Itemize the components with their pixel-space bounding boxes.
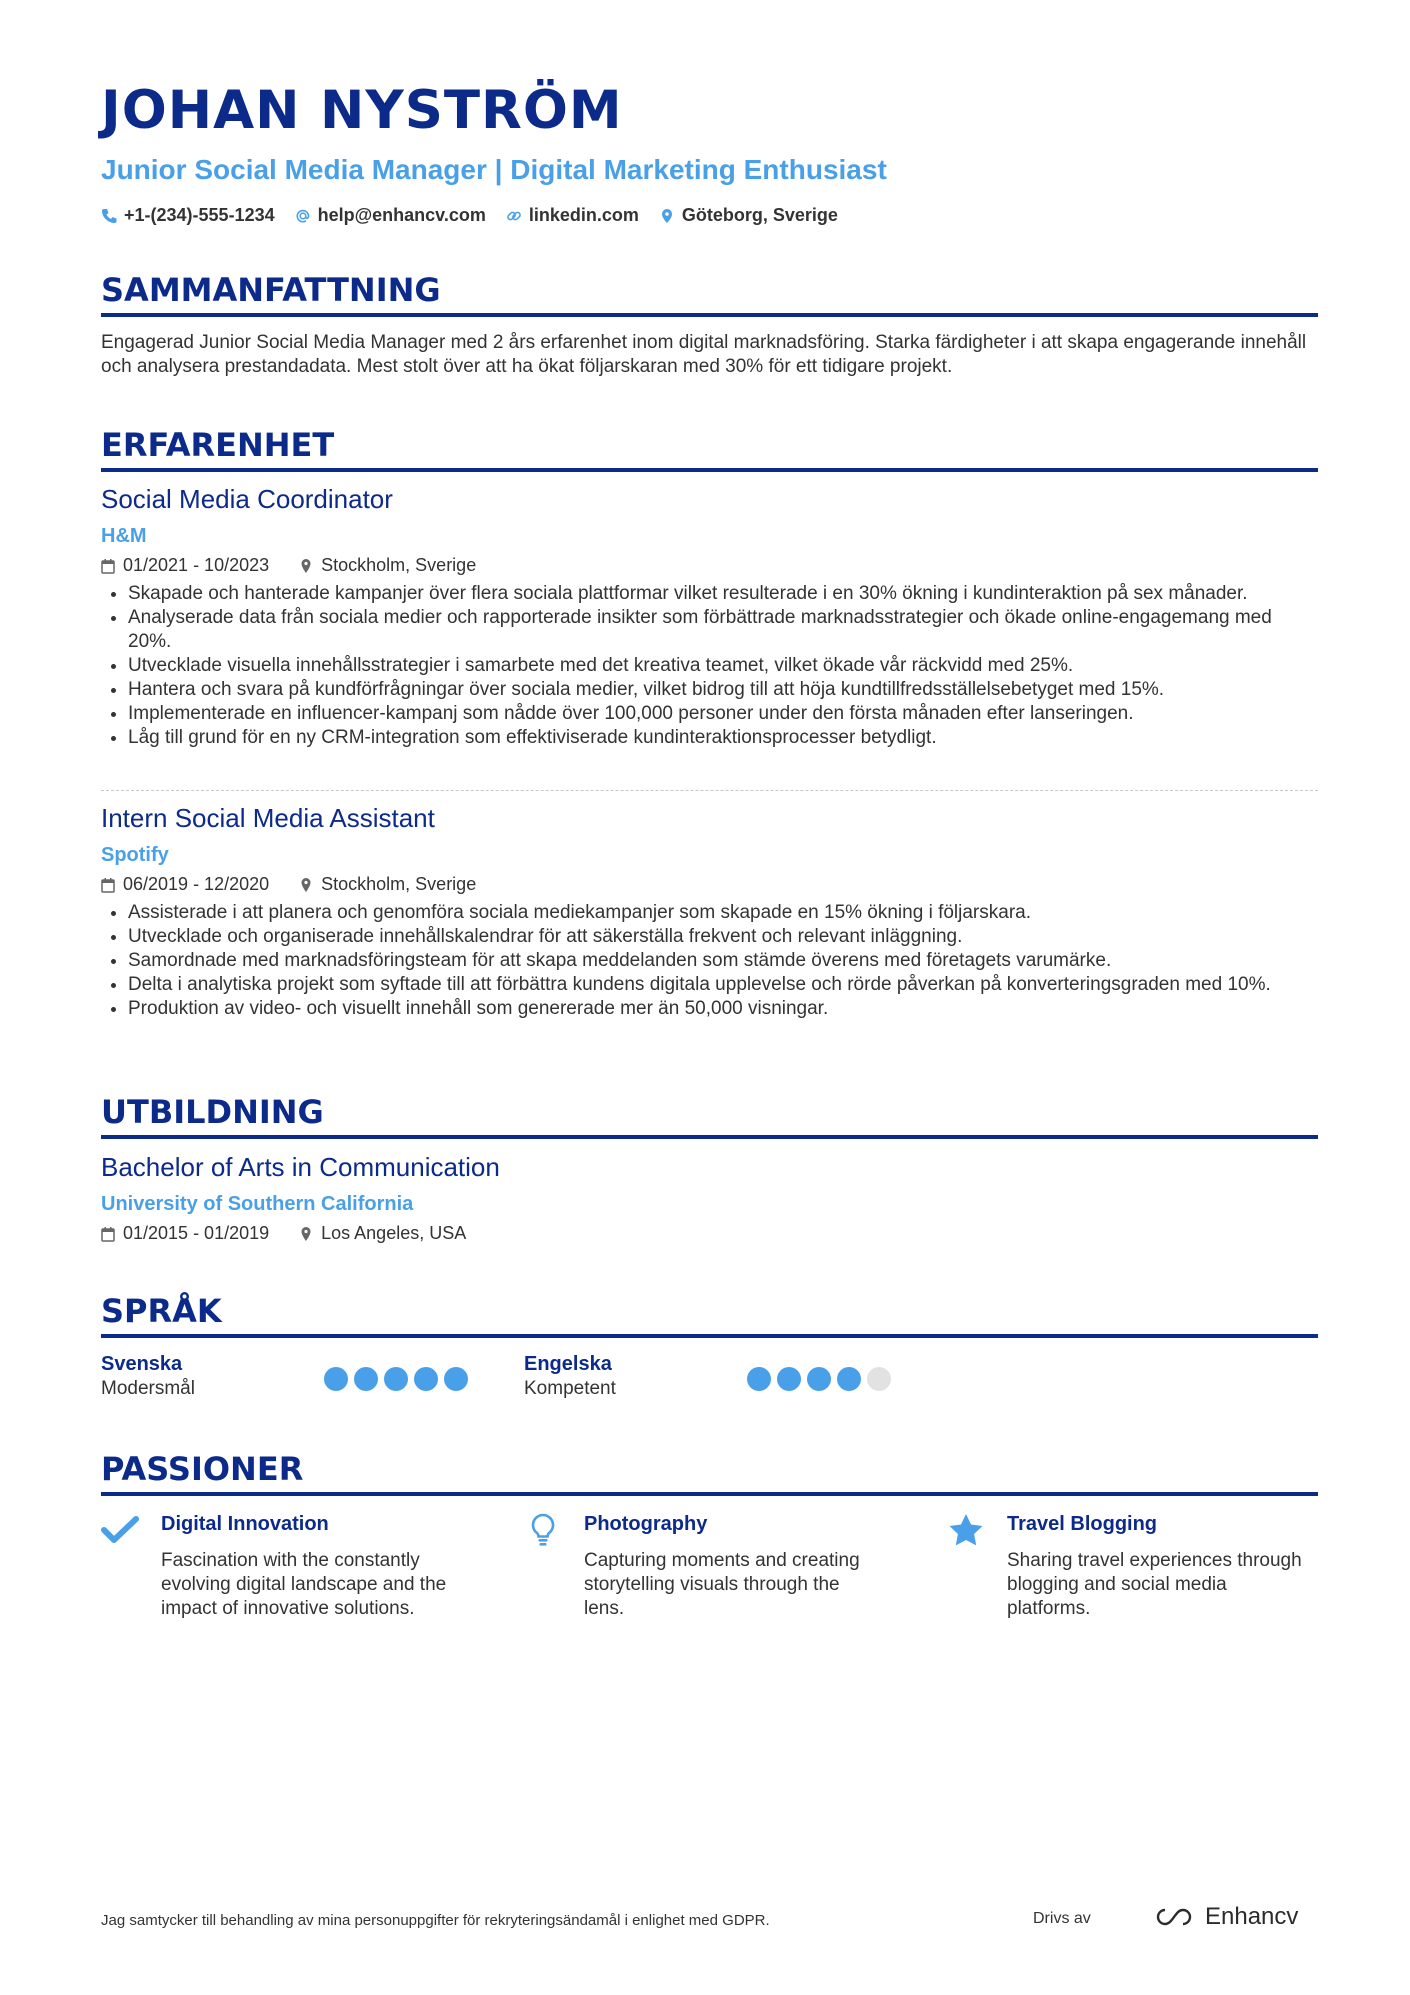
rating-dot-filled — [384, 1367, 408, 1391]
job-meta — [101, 874, 498, 895]
bullet-item: • Delta i analytiska projekt som syftade till att förbättra kundens digitala upplevelse och rörde påverkan på konverteringsgraden med 10%. — [128, 973, 1318, 997]
summary-text: Engagerad Junior Social Media Manager med 2 års erfarenhet inom digital marknadsföring. Starka färdigheter i att skapa engagerande innehåll och analysera prestandadata. Mest stolt över att ha ökat följarskaran med 30% för ett tidigare projekt. — [101, 332, 1307, 377]
job-bullets — [101, 582, 1318, 750]
passion-description: Fascination with the constantly evolving digital landscape and the impact of innovative solutions. — [161, 1550, 447, 1619]
summary-heading: SAMMANFATTNING — [101, 271, 1318, 317]
language-name: Engelska — [524, 1353, 612, 1375]
job-location-text: Stockholm, Sverige — [321, 874, 477, 894]
passion-description: Sharing travel experiences through blogging and social media platforms. — [1007, 1550, 1302, 1619]
job-dates-text: 06/2019 - 12/2020 — [123, 874, 270, 894]
rating-dot-filled — [747, 1367, 771, 1391]
check-icon — [101, 1513, 139, 1547]
rating-dot-filled — [324, 1367, 348, 1391]
education-location — [299, 1223, 466, 1244]
rating-dot-filled — [837, 1367, 861, 1391]
degree-title: Bachelor of Arts in Communication — [101, 1152, 500, 1182]
map-pin-icon — [299, 558, 313, 574]
tagline: Junior Social Media Manager | Digital Marketing Enthusiast — [101, 154, 887, 185]
contact-linkedin[interactable] — [506, 205, 639, 226]
bullet-item: • Hantera och svara på kundförfrågningar över sociala medier, vilket bidrog till att höja kundtillfredsställelsebetyget med 15%. — [128, 678, 1318, 702]
language-rating — [747, 1367, 891, 1391]
job-dates-text: 01/2021 - 10/2023 — [123, 555, 270, 575]
phone-icon — [101, 208, 117, 224]
bullet-item: • Låg till grund för en ny CRM-integration som effektiviserade kundinteraktionsprocesser betydligt. — [128, 726, 1318, 750]
email-text: help@enhancv.com — [317, 205, 486, 225]
language-level: Modersmål — [101, 1378, 195, 1399]
bullet-item: • Utvecklade och organiserade innehållskalendrar för att säkerställa frekvent och relevant inläggning. — [128, 925, 1318, 949]
language-rating — [324, 1367, 468, 1391]
linkedin-text: linkedin.com — [528, 205, 639, 225]
passion-title: Digital Innovation — [161, 1513, 329, 1535]
candidate-name: JOHAN NYSTRÖM — [101, 80, 623, 141]
bullet-item: • Assisterade i att planera och genomföra sociala mediekampanjer som skapade en 15% ökning i följarskara. — [128, 901, 1318, 925]
job-dates — [101, 555, 269, 576]
location-text: Göteborg, Sverige — [681, 205, 838, 225]
calendar-icon — [101, 1226, 115, 1242]
link-icon — [506, 208, 522, 224]
gdpr-consent: Jag samtycker till behandling av mina personuppgifter för rekryteringsändamål i enlighet med GDPR. — [101, 1912, 770, 1929]
languages-heading: SPRÅK — [101, 1292, 1318, 1338]
rating-dot-empty — [867, 1367, 891, 1391]
passion-description: Capturing moments and creating storytelling visuals through the lens. — [584, 1550, 860, 1619]
bullet-item: • Utvecklade visuella innehållsstrategier i samarbete med det kreativa teamet, vilket ökade vår räckvidd med 25%. — [128, 654, 1318, 678]
contact-bar — [101, 205, 838, 226]
rating-dot-filled — [354, 1367, 378, 1391]
phone-text: +1-(234)-555-1234 — [124, 205, 275, 225]
language-level: Kompetent — [524, 1378, 616, 1399]
lightbulb-icon — [524, 1513, 562, 1547]
contact-email[interactable] — [295, 205, 486, 226]
contact-phone[interactable] — [101, 205, 275, 226]
bullet-item: • Produktion av video- och visuellt innehåll som genererade mer än 50,000 visningar. — [128, 997, 1318, 1021]
job-bullets — [101, 901, 1318, 1021]
job-dates — [101, 874, 269, 895]
map-pin-icon — [299, 1226, 313, 1242]
passion-title: Photography — [584, 1513, 708, 1535]
education-heading: UTBILDNING — [101, 1093, 1318, 1139]
job-meta — [101, 555, 498, 576]
bullet-item: • Skapade och hanterade kampanjer över flera sociala plattformar vilket resulterade i en 30% ökning i kundinteraktion på sex månader. — [128, 582, 1318, 606]
map-pin-icon — [659, 208, 675, 224]
company-name: Spotify — [101, 844, 169, 866]
education-dates-text: 01/2015 - 01/2019 — [123, 1223, 270, 1243]
contact-location — [659, 205, 838, 226]
job-title: Social Media Coordinator — [101, 484, 393, 514]
brand-logo[interactable] — [1153, 1903, 1298, 1931]
entry-divider — [101, 790, 1318, 791]
job-location — [299, 874, 476, 895]
company-name: H&M — [101, 525, 147, 547]
experience-heading: ERFARENHET — [101, 426, 1318, 472]
language-name: Svenska — [101, 1353, 183, 1375]
rating-dot-filled — [414, 1367, 438, 1391]
bullet-item: • Implementerade en influencer-kampanj som nådde över 100,000 personer under den första månaden efter lanseringen. — [128, 702, 1318, 726]
language-item — [101, 1353, 195, 1400]
job-location — [299, 555, 476, 576]
powered-by-label: Drivs av — [1033, 1910, 1091, 1927]
bullet-item: • Analyserade data från sociala medier och rapporterade insikter som förbättrade marknadsstrategier och ökade online-engagemang med 20%. — [128, 606, 1318, 654]
brand-name: Enhancv — [1205, 1903, 1299, 1930]
map-pin-icon — [299, 877, 313, 893]
education-meta — [101, 1223, 488, 1244]
rating-dot-filled — [807, 1367, 831, 1391]
bullet-item: • Samordnade med marknadsföringsteam för att skapa meddelanden som stämde överens med företagets varumärke. — [128, 949, 1318, 973]
at-icon — [295, 208, 311, 224]
job-title: Intern Social Media Assistant — [101, 803, 435, 833]
rating-dot-filled — [777, 1367, 801, 1391]
calendar-icon — [101, 558, 115, 574]
rating-dot-filled — [444, 1367, 468, 1391]
calendar-icon — [101, 877, 115, 893]
school-name: University of Southern California — [101, 1193, 414, 1215]
passions-heading: PASSIONER — [101, 1450, 1318, 1496]
language-item — [524, 1353, 616, 1400]
passion-title: Travel Blogging — [1007, 1513, 1158, 1535]
job-location-text: Stockholm, Sverige — [321, 555, 477, 575]
education-location-text: Los Angeles, USA — [321, 1223, 467, 1243]
education-dates — [101, 1223, 269, 1244]
enhancv-logo-icon — [1153, 1905, 1199, 1929]
star-icon — [947, 1513, 985, 1547]
